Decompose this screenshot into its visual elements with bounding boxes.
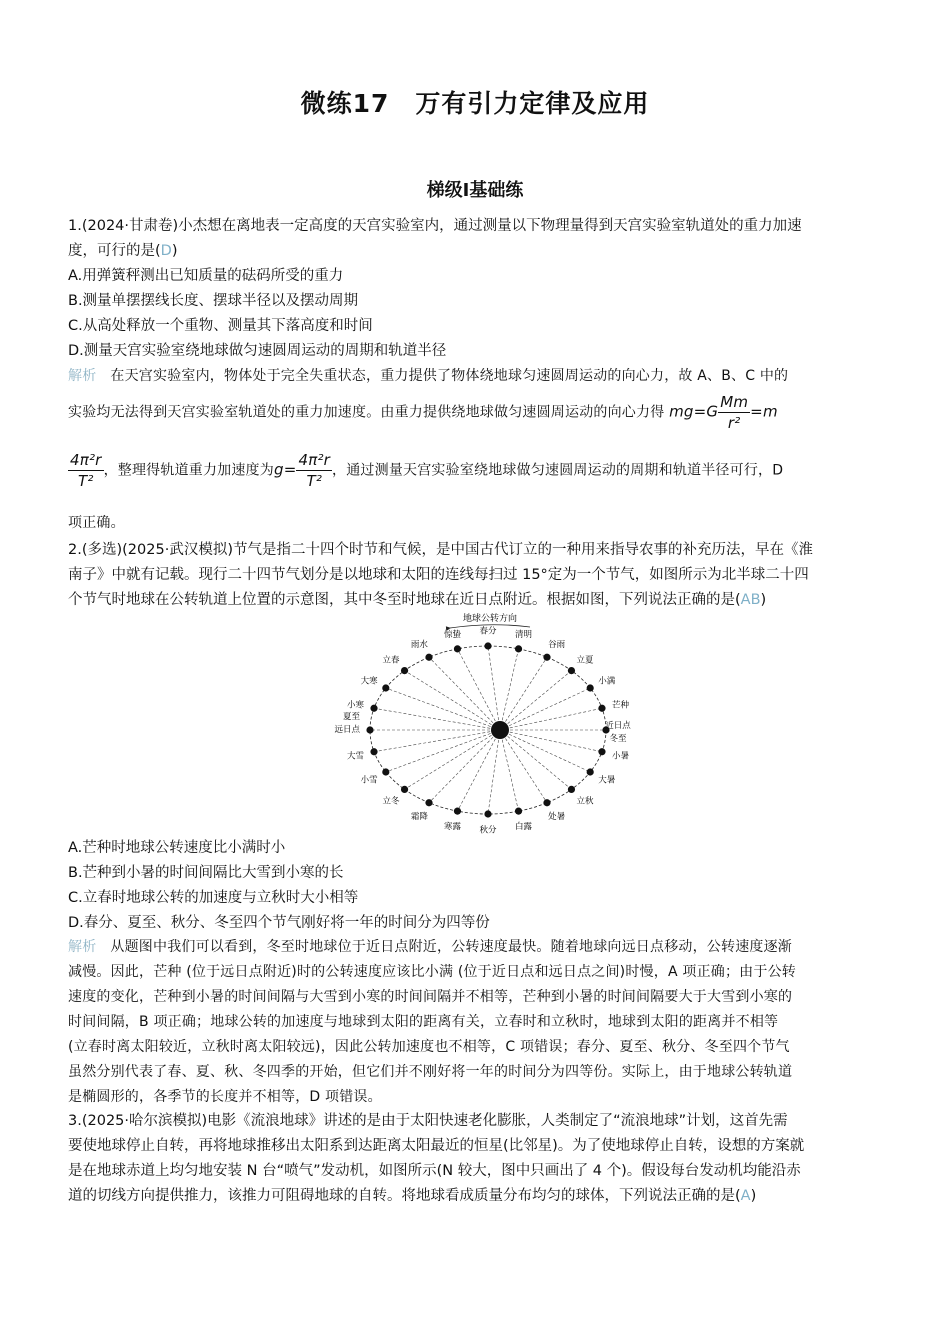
q1-analysis-text1: 在天宫实验室内，物体处于完全失重状态，重力提供了物体绕地球匀速圆周运动的向心力，故 A、B、C 中的 (110, 368, 789, 384)
q2-line2: 南子》中就有记载。现行二十四节气划分是以地球和太阳的连线每扫过 15°定为一个节气，如图所示为北半球二十四 (68, 567, 809, 583)
earth-position-dot (370, 705, 377, 712)
earth-position-dot (484, 810, 491, 817)
solar-term-label: 秋分 (479, 825, 497, 836)
earth-position-dot (484, 642, 491, 649)
q1-analysis-text4: ，通过测量天宫实验室绕地球做匀速圆周运动的周期和轨道半径可行，D (332, 462, 784, 479)
eq1-denominator: r² (727, 414, 741, 432)
q2-line3-close: ) (760, 592, 767, 608)
solar-term-label: 霜降 (410, 812, 428, 823)
orbit-spoke (374, 730, 500, 752)
q3-answer: A (740, 1188, 751, 1204)
aphelion-label: 远日点 (334, 725, 360, 735)
earth-position-dot (568, 786, 575, 793)
orbit-spoke (500, 730, 590, 772)
q2-analysis-line1 (68, 935, 888, 960)
earth-position-dot (515, 808, 522, 815)
earth-position-dot (587, 768, 594, 775)
orbit-spoke (500, 688, 590, 730)
q1-analysis-text2: 实验均无法得到天宫实验室轨道处的重力加速度。由重力提供绕地球做匀速圆周运动的向心力得 (68, 404, 665, 421)
q1-line2 (68, 239, 888, 264)
q2-analysis-line5: (立春时离太阳较近，立秋时离太阳较远)，因此公转加速度也不相等，C 项错误；春分、夏至、秋分、冬至四个节气 (68, 1039, 790, 1055)
eq1-fraction (718, 392, 750, 433)
solar-term-label: 春分 (479, 626, 497, 637)
earth-position-dot (515, 645, 522, 652)
earth-position-dot (454, 808, 461, 815)
orbit-spoke (500, 730, 519, 811)
q1-analysis-line2 (68, 392, 888, 433)
winter-solstice-label: 冬至 (609, 734, 627, 744)
q2-analysis-line3: 速度的变化，芒种到小暑的时间间隔与大雪到小寒的时间间隔并不相等，芒种到小暑的时间间隔要大于大雪到小寒的 (68, 989, 793, 1005)
orbit-spoke (374, 708, 500, 730)
eq2-numerator: 4π²r (70, 451, 102, 469)
q1-stem (68, 214, 888, 364)
q2-analysis-text1: 从题图中我们可以看到，冬至时地球位于近日点附近，公转速度最快。随着地球向远日点移动，公转速度逐渐 (110, 939, 793, 955)
solar-term-label: 大暑 (598, 775, 616, 786)
orbit-spoke (488, 646, 500, 730)
orbit-figure (318, 608, 638, 836)
earth-position-dot (425, 799, 432, 806)
solar-term-label: 小雪 (360, 775, 378, 786)
q2-line1: 2.(多选)(2025·武汉模拟)节气是指二十四个时节和气候，是中国古代订立的一种用来指导农事的补充历法，早在《淮 (68, 542, 813, 558)
solar-term-label: 寒露 (443, 822, 461, 833)
page-title: 微练17 万有引力定律及应用 (300, 89, 650, 118)
solar-term-label: 清明 (515, 629, 533, 640)
q2-option-b: B.芒种到小暑的时间间隔比大雪到小寒的长 (68, 865, 344, 881)
q1-line2-close: ) (171, 243, 178, 259)
earth-position-dot (587, 684, 594, 691)
solar-term-label: 惊蛰 (443, 629, 461, 640)
eq3-denominator: T² (306, 472, 323, 490)
earth-position-dot (401, 786, 408, 793)
earth-position-dot (370, 748, 377, 755)
eq3-fraction (296, 450, 332, 491)
solar-term-label: 大寒 (360, 676, 378, 687)
perihelion-label: 近日点 (605, 721, 631, 731)
solar-term-label: 小满 (598, 676, 616, 687)
q2-analysis-line7: 是椭圆形的，各季节的长度并不相等，D 项错误。 (68, 1089, 382, 1105)
q2-analysis-line2: 减慢。因此，芒种 (位于远日点附近)时的公转速度应该比小满 (位于近日点和远日点之间)时慢，A 项正确；由于公转 (68, 964, 796, 980)
eq1-left: mg=G (669, 402, 719, 421)
q1-option-d: D.测量天宫实验室绕地球做匀速圆周运动的周期和轨道半径 (68, 343, 447, 359)
eq2-denominator: T² (77, 472, 94, 490)
eq3-numerator: 4π²r (298, 451, 331, 469)
solar-term-label: 白露 (515, 822, 533, 833)
earth-position-dot (543, 654, 550, 661)
orbit-spoke (500, 671, 571, 730)
orbit-spoke (488, 730, 500, 814)
solar-term-label: 立秋 (576, 796, 594, 807)
q3-line4-close: ) (750, 1188, 757, 1204)
sun (491, 721, 509, 739)
earth-position-dot (382, 768, 389, 775)
earth-position-dot (454, 645, 461, 652)
earth-position-dot (598, 705, 605, 712)
section-heading: 梯级Ⅰ基础练 (426, 180, 524, 201)
q1-analysis-line1 (68, 364, 888, 389)
q3-line1: 3.(2025·哈尔滨模拟)电影《流浪地球》讲述的是由于太阳快速老化膨胀，人类制定了“流浪地球”计划，这首先需 (68, 1113, 788, 1129)
earth-position-dot (543, 799, 550, 806)
q3-stem (68, 1109, 888, 1209)
solar-term-label: 立春 (382, 655, 400, 666)
q2-analysis (68, 935, 888, 1110)
q2-line3-text: 个节气时地球在公转轨道上位置的示意图，其中冬至时地球在近日点附近。根据如图，下列说法正确的是( (68, 592, 741, 608)
solar-term-label: 谷雨 (548, 639, 566, 650)
solar-term-label: 立夏 (576, 655, 594, 666)
solar-term-label: 立冬 (382, 796, 400, 807)
earth-position-dot (401, 667, 408, 674)
q2-option-c: C.立春时地球公转的加速度与立秋时大小相等 (68, 890, 359, 906)
q2-answer: AB (740, 592, 761, 608)
q2-option-a: A.芒种时地球公转速度比小满时小 (68, 840, 286, 856)
orbit-spoke (500, 730, 602, 752)
q1-option-b: B.测量单摆摆线长度、摆球半径以及摆动周期 (68, 293, 359, 309)
q2-analysis-label: 解析 (68, 939, 97, 955)
orbit-spoke (429, 657, 500, 730)
earth-position-dot (366, 726, 373, 733)
q2-analysis-line4: 时间间隔，B 项正确；地球公转的加速度与地球到太阳的距离有关，立春时和立秋时，地球到太阳的距离并不相等 (68, 1014, 779, 1030)
q1-analysis-text3: ，整理得轨道重力加速度为 (103, 462, 274, 479)
eq1-numerator: Mm (720, 393, 749, 411)
orbit-spoke (500, 649, 519, 730)
q2-analysis-line6: 虽然分别代表了春、夏、秋、冬四季的开始，但它们并不刚好将一年的时间分为四等份。实际上，由于地球公转轨道 (68, 1064, 793, 1080)
eq3-left: g= (273, 460, 297, 479)
solar-term-label: 大雪 (346, 751, 364, 762)
q1-answer: D (160, 243, 172, 259)
q3-line4 (68, 1184, 888, 1209)
eq1-right: =m (750, 402, 778, 421)
orbit-term-labels (334, 626, 631, 836)
q3-line4-text: 道的切线方向提供推力，该推力可阻碍地球的自转。将地球看成质量分布均匀的球体，下列说法正确的是( (68, 1188, 741, 1204)
q3-line2: 要使地球停止自转，再将地球推移出太阳系到达距离太阳最近的恒星(比邻星)。为了使地球停止自转，设想的方案就 (68, 1138, 805, 1154)
solar-term-label: 芒种 (612, 700, 630, 711)
orbit-spoke (429, 730, 500, 803)
solar-term-label: 雨水 (410, 639, 428, 650)
summer-solstice-label: 夏至 (342, 712, 360, 722)
q1-option-c: C.从高处释放一个重物、测量其下落高度和时间 (68, 318, 373, 334)
earth-position-dot (382, 684, 389, 691)
orbit-spoke (500, 708, 602, 730)
earth-position-dot (425, 654, 432, 661)
q2-stem (68, 538, 888, 613)
q1-analysis-label: 解析 (68, 368, 97, 384)
q3-line3: 是在地球赤道上均匀地安装 N 台“喷气”发动机，如图所示(N 较大，图中只画出了 4 个)。假设每台发动机均能沿赤 (68, 1163, 801, 1179)
q1-line2-text: 度，可行的是( (68, 243, 161, 259)
orbit-spoke (500, 730, 571, 789)
q1-analysis-line3 (68, 450, 888, 491)
orbit-spoke (457, 730, 500, 811)
eq2-fraction (68, 450, 104, 491)
earth-position-dot (568, 667, 575, 674)
q2-option-d: D.春分、夏至、秋分、冬至四个节气刚好将一年的时间分为四等份 (68, 915, 490, 931)
q1-option-a: A.用弹簧秤测出已知质量的砝码所受的重力 (68, 268, 344, 284)
q2-options (68, 836, 888, 936)
solar-term-label: 小暑 (612, 751, 630, 762)
solar-term-label: 处暑 (548, 812, 566, 823)
orbit-direction-label: 地球公转方向 (462, 614, 518, 624)
orbit-spoke (457, 649, 500, 730)
earth-position-dot (598, 748, 605, 755)
q1-analysis-line4: 项正确。 (68, 515, 125, 531)
q1-line1: 1.(2024·甘肃卷)小杰想在离地表一定高度的天宫实验室内，通过测量以下物理量得到天宫实验室轨道处的重力加速 (68, 218, 802, 234)
solar-term-label: 小寒 (346, 700, 364, 711)
